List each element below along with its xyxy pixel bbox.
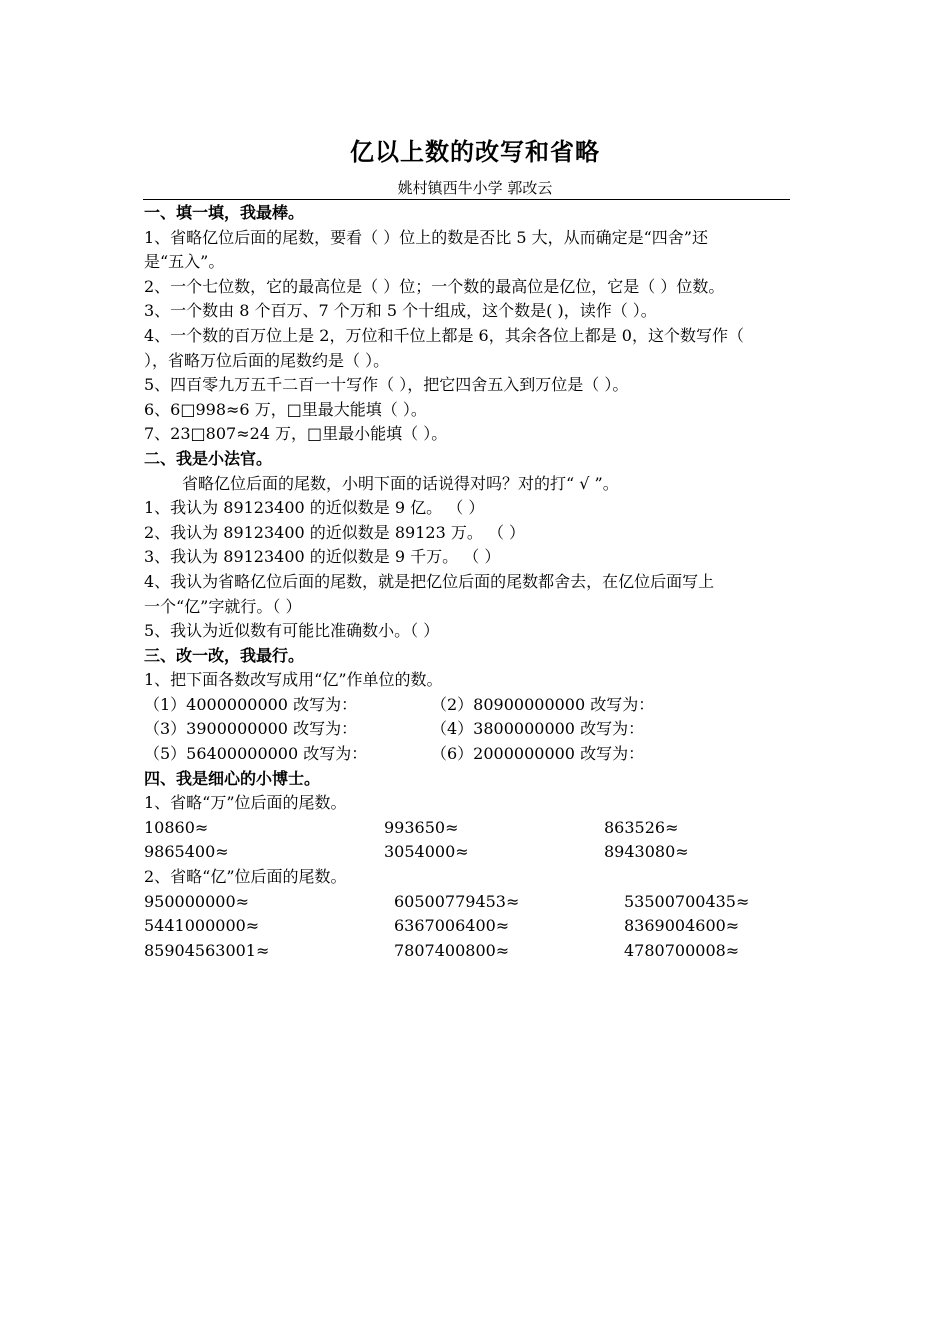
section1-heading: 一、填一填，我最棒。 (144, 203, 305, 222)
s4-item: 85904563001≈ (144, 940, 270, 960)
s2-statement-5: 5、我认为近似数有可能比准确数小。（ ） (144, 621, 440, 641)
page-title: 亿以上数的改写和省略 (350, 137, 600, 166)
s3-item: （5）56400000000 改写为： (144, 744, 368, 764)
s1-question-4-line1: 4、一个数的百万位上是 2，万位和千位上都是 6，其余各位上都是 0，这个数写作（ (144, 325, 744, 345)
s4-part2-row (144, 939, 808, 964)
s4-item: 950000000≈ (144, 891, 250, 911)
s4-item: 4780700008≈ (624, 940, 740, 960)
s4-item: 6367006400≈ (394, 916, 510, 936)
s2-statement-4-line2: 一个“亿”字就行。（ ） (144, 596, 302, 616)
s4-item: 5441000000≈ (144, 916, 260, 936)
s2-statement-2: 2、我认为 89123400 的近似数是 89123 万。 （ ） (144, 522, 526, 542)
s3-row (144, 717, 808, 742)
s1-question-4-line2: ），省略万位后面的尾数约是（ ）。 (144, 350, 390, 370)
s1-question-1-line2: 是“五入”。 (144, 252, 225, 272)
s4-item: 10860≈ (144, 817, 209, 837)
s4-part1-row (144, 840, 808, 865)
s1-question-2: 2、一个七位数，它的最高位是（ ）位；一个数的最高位是亿位，它是（ ）位数。 (144, 276, 725, 296)
section2-heading: 二、我是小法官。 (144, 448, 273, 468)
s2-intro: 省略亿位后面的尾数，小明下面的话说得对吗？对的打“ √ ”。 (182, 473, 619, 493)
s2-statement-3: 3、我认为 89123400 的近似数是 9 千万。 （ ） (144, 547, 501, 567)
s4-item: 863526≈ (604, 817, 679, 837)
s2-statement-4-line1: 4、我认为省略亿位后面的尾数，就是把亿位后面的尾数都舍去，在亿位后面写上 (144, 571, 715, 591)
worksheet-body (144, 201, 808, 963)
s3-item: （1）4000000000 改写为： (144, 694, 358, 714)
s4-part2-row (144, 890, 808, 915)
section3-heading: 三、改一改，我最行。 (144, 645, 305, 665)
s4-item: 8369004600≈ (624, 916, 740, 936)
section4-heading: 四、我是细心的小博士。 (144, 768, 321, 788)
header-divider (143, 199, 790, 200)
s4-part2-row (144, 914, 808, 939)
s1-question-5: 5、四百零九万五千二百一十写作（ ），把它四舍五入到万位是（ ）。 (144, 375, 629, 395)
s4-item: 993650≈ (384, 817, 459, 837)
s4-item: 53500700435≈ (624, 891, 750, 911)
s4-item: 7807400800≈ (394, 940, 510, 960)
s3-row (144, 742, 808, 767)
s3-item: （2）80900000000 改写为： (431, 694, 655, 714)
s1-question-3: 3、一个数由 8 个百万、7 个万和 5 个十组成，这个数是( )，读作（ ）。 (144, 301, 657, 321)
s4-item: 8943080≈ (604, 842, 689, 862)
s3-item: （6）2000000000 改写为： (431, 744, 645, 764)
s1-question-7: 7、23□807≈24 万，□里最小能填（ ）。 (144, 424, 448, 444)
s4-part1-title: 1、省略“万”位后面的尾数。 (144, 793, 347, 813)
s4-item: 60500779453≈ (394, 891, 520, 911)
s4-item: 9865400≈ (144, 842, 229, 862)
s3-item: （3）3900000000 改写为： (144, 719, 358, 739)
s4-item: 3054000≈ (384, 842, 469, 862)
s1-question-1-line1: 1、省略亿位后面的尾数，要看（ ）位上的数是否比 5 大，从而确定是“四舍”还 (144, 227, 708, 247)
s4-part1-row (144, 816, 808, 841)
s1-question-6: 6、6□998≈6 万，□里最大能填（ ）。 (144, 399, 427, 419)
s3-row (144, 693, 808, 718)
s3-instruction: 1、把下面各数改写成用“亿”作单位的数。 (144, 670, 443, 690)
s2-statement-1: 1、我认为 89123400 的近似数是 9 亿。 （ ） (144, 498, 485, 518)
s3-item: （4）3800000000 改写为： (431, 719, 645, 739)
s4-part2-title: 2、省略“亿”位后面的尾数。 (144, 867, 347, 887)
author-line: 姚村镇西牛小学 郭改云 (397, 179, 553, 197)
